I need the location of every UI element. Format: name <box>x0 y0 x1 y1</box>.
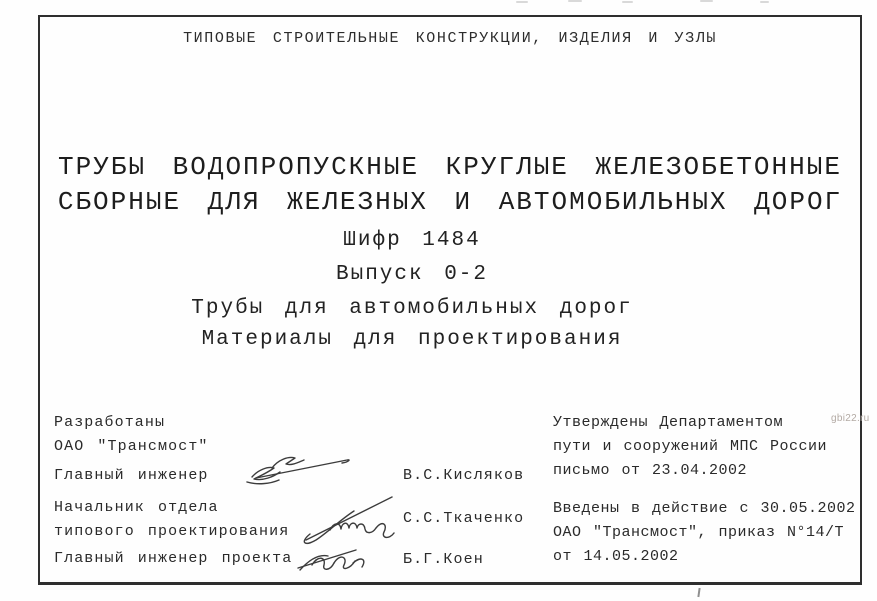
name-koen: Б.Г.Коен <box>403 551 484 568</box>
approved-line-1: Утверждены Департаментом <box>553 414 784 431</box>
approved-line-3: письмо от 23.04.2002 <box>553 462 748 479</box>
signature-tkachenko <box>296 490 414 548</box>
role-dept-head-line-2: типового проектирования <box>54 523 290 540</box>
signature-koen <box>294 541 380 575</box>
signature-kislyakov <box>242 447 356 487</box>
enacted-line-1: Введены в действие с 30.05.2002 <box>553 500 856 517</box>
document-code: Шифр 1484 <box>343 229 481 252</box>
scan-artifact <box>760 1 769 3</box>
role-chief-engineer: Главный инженер <box>54 467 209 484</box>
developed-label: Разработаны <box>54 414 166 431</box>
scan-artifact <box>516 1 528 3</box>
name-kislyakov: В.С.Кисляков <box>403 467 525 484</box>
role-dept-head-line-1: Начальник отдела <box>54 499 219 516</box>
scan-artifact <box>700 0 713 2</box>
developed-org: ОАО "Трансмост" <box>54 438 209 455</box>
scan-tick-mark <box>697 588 700 597</box>
role-chief-project-engineer: Главный инженер проекта <box>54 550 293 567</box>
name-tkachenko: С.С.Ткаченко <box>403 510 525 527</box>
document-subtitle-1: Трубы для автомобильных дорог <box>191 297 633 320</box>
scan-artifact <box>568 0 582 2</box>
document-subtitle-2: Материалы для проектирования <box>201 328 623 351</box>
enacted-line-2: ОАО "Трансмост", приказ N°14/Т <box>553 524 845 541</box>
document-issue: Выпуск 0-2 <box>335 263 489 286</box>
enacted-line-3: от 14.05.2002 <box>553 548 679 565</box>
series-header: ТИПОВЫЕ СТРОИТЕЛЬНЫЕ КОНСТРУКЦИИ, ИЗДЕЛИЯ И УЗЛЫ <box>183 30 717 47</box>
site-watermark: gbi22.ru <box>831 413 870 424</box>
document-title-line-2: СБОРНЫЕ ДЛЯ ЖЕЛЕЗНЫХ И АВТОМОБИЛЬНЫХ ДОРОГ <box>57 187 843 217</box>
document-title-line-1: ТРУБЫ ВОДОПРОПУСКНЫЕ КРУГЛЫЕ ЖЕЛЕЗОБЕТОННЫЕ <box>58 152 842 182</box>
approved-line-2: пути и сооружений МПС России <box>553 438 828 455</box>
scan-artifact <box>622 1 633 3</box>
